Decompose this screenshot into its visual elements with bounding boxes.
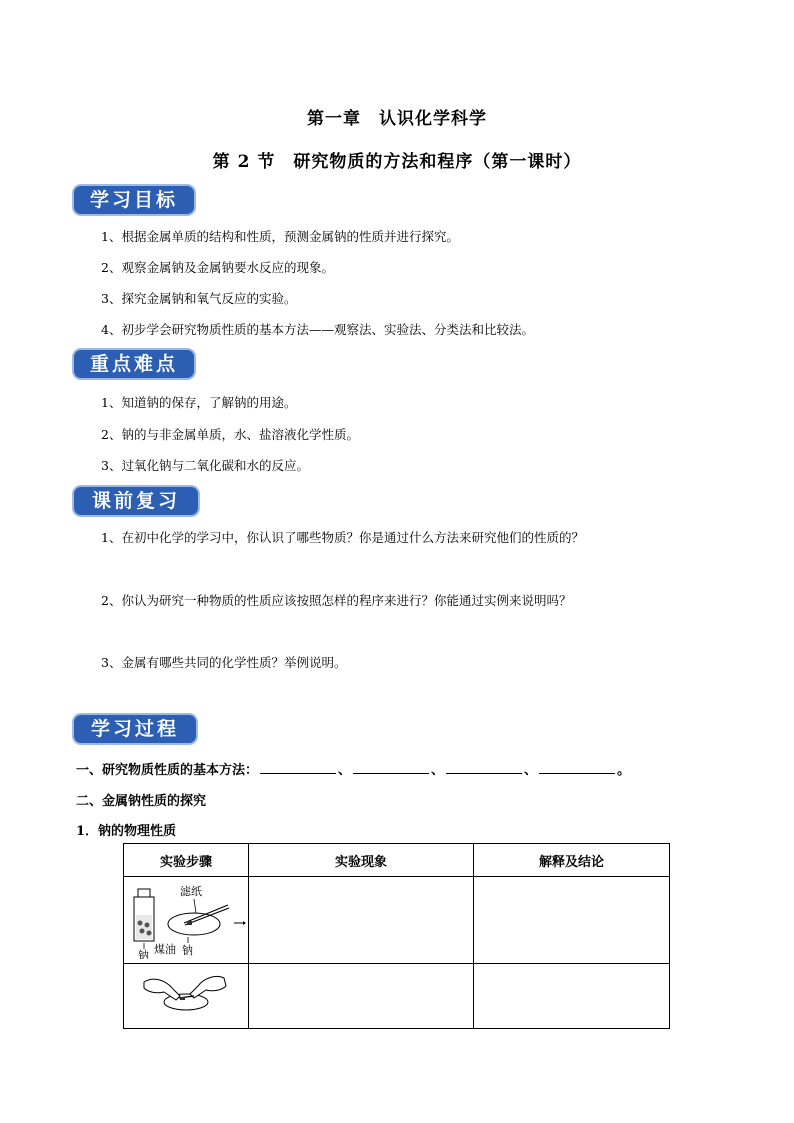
separator: 、 (524, 763, 538, 778)
objective-item: 3、探究金属钠和氧气反应的实验。 (101, 291, 297, 306)
methods-prefix: 一、研究物质性质的基本方法： (76, 763, 259, 778)
header-conclusion: 解释及结论 (473, 844, 669, 877)
separator: 、 (338, 763, 352, 778)
phenomena-answer-cell[interactable] (248, 877, 473, 964)
methods-line (76, 759, 630, 778)
label-sodium-right: 钠 (182, 944, 193, 957)
end-mark: 。 (617, 763, 631, 778)
experiment-table (123, 843, 670, 1029)
hands-cutting-figure (124, 964, 246, 1024)
sodium-section-heading: 二、金属钠性质的探究 (76, 794, 207, 809)
badge-process: 学习过程 (74, 715, 196, 743)
keypoint-item: 3、过氧化钠与二氧化碳和水的反应。 (101, 458, 309, 473)
objective-item: 1、根据金属单质的结构和性质，预测金属钠的性质并进行探究。 (101, 229, 459, 244)
answer-blank[interactable] (539, 761, 615, 774)
label-sodium-left: 钠 (138, 949, 149, 959)
phenomena-answer-cell[interactable] (248, 964, 473, 1029)
conclusion-answer-cell[interactable] (473, 964, 669, 1029)
keypoint-item: 2、钠的与非金属单质，水、盐溶液化学性质。 (101, 427, 359, 442)
answer-blank[interactable] (353, 761, 429, 774)
table-row (124, 877, 670, 964)
answer-blank[interactable] (446, 761, 522, 774)
review-item: 3、金属有哪些共同的化学性质？举例说明。 (101, 655, 347, 670)
sodium-cutting-figure (124, 877, 246, 959)
objective-item: 4、初步学会研究物质性质的基本方法——观察法、实验法、分类法和比较法。 (101, 322, 534, 337)
separator: 、 (431, 763, 445, 778)
badge-keypoints: 重点难点 (74, 350, 194, 378)
review-item: 2、你认为研究一种物质的性质应该按照怎样的程序来进行？你能通过实例来说明吗？ (101, 593, 572, 608)
keypoint-item: 1、知道钠的保存，了解钠的用途。 (101, 395, 297, 410)
table-header-row (124, 844, 670, 877)
conclusion-answer-cell[interactable] (473, 877, 669, 964)
badge-objectives: 学习目标 (74, 186, 194, 214)
header-steps: 实验步骤 (124, 844, 249, 877)
physical-properties-heading: 1．钠的物理性质 (76, 824, 177, 839)
section-title: 第 2 节 研究物质的方法和程序（第一课时） (212, 152, 582, 172)
header-phenomena: 实验现象 (248, 844, 473, 877)
step-figure-cell (124, 964, 249, 1029)
table-row (124, 964, 670, 1029)
chapter-title: 第一章 认识化学科学 (307, 109, 487, 129)
review-item: 1、在初中化学的学习中，你认识了哪些物质？你是通过什么方法来研究他们的性质的？ (101, 530, 584, 545)
step-figure-cell (124, 877, 249, 964)
label-kerosene: 煤油 (154, 943, 176, 956)
objective-item: 2、观察金属钠及金属钠要水反应的现象。 (101, 260, 334, 275)
badge-review: 课前复习 (74, 487, 198, 515)
label-filter-paper: 滤纸 (180, 885, 202, 898)
answer-blank[interactable] (260, 761, 336, 774)
